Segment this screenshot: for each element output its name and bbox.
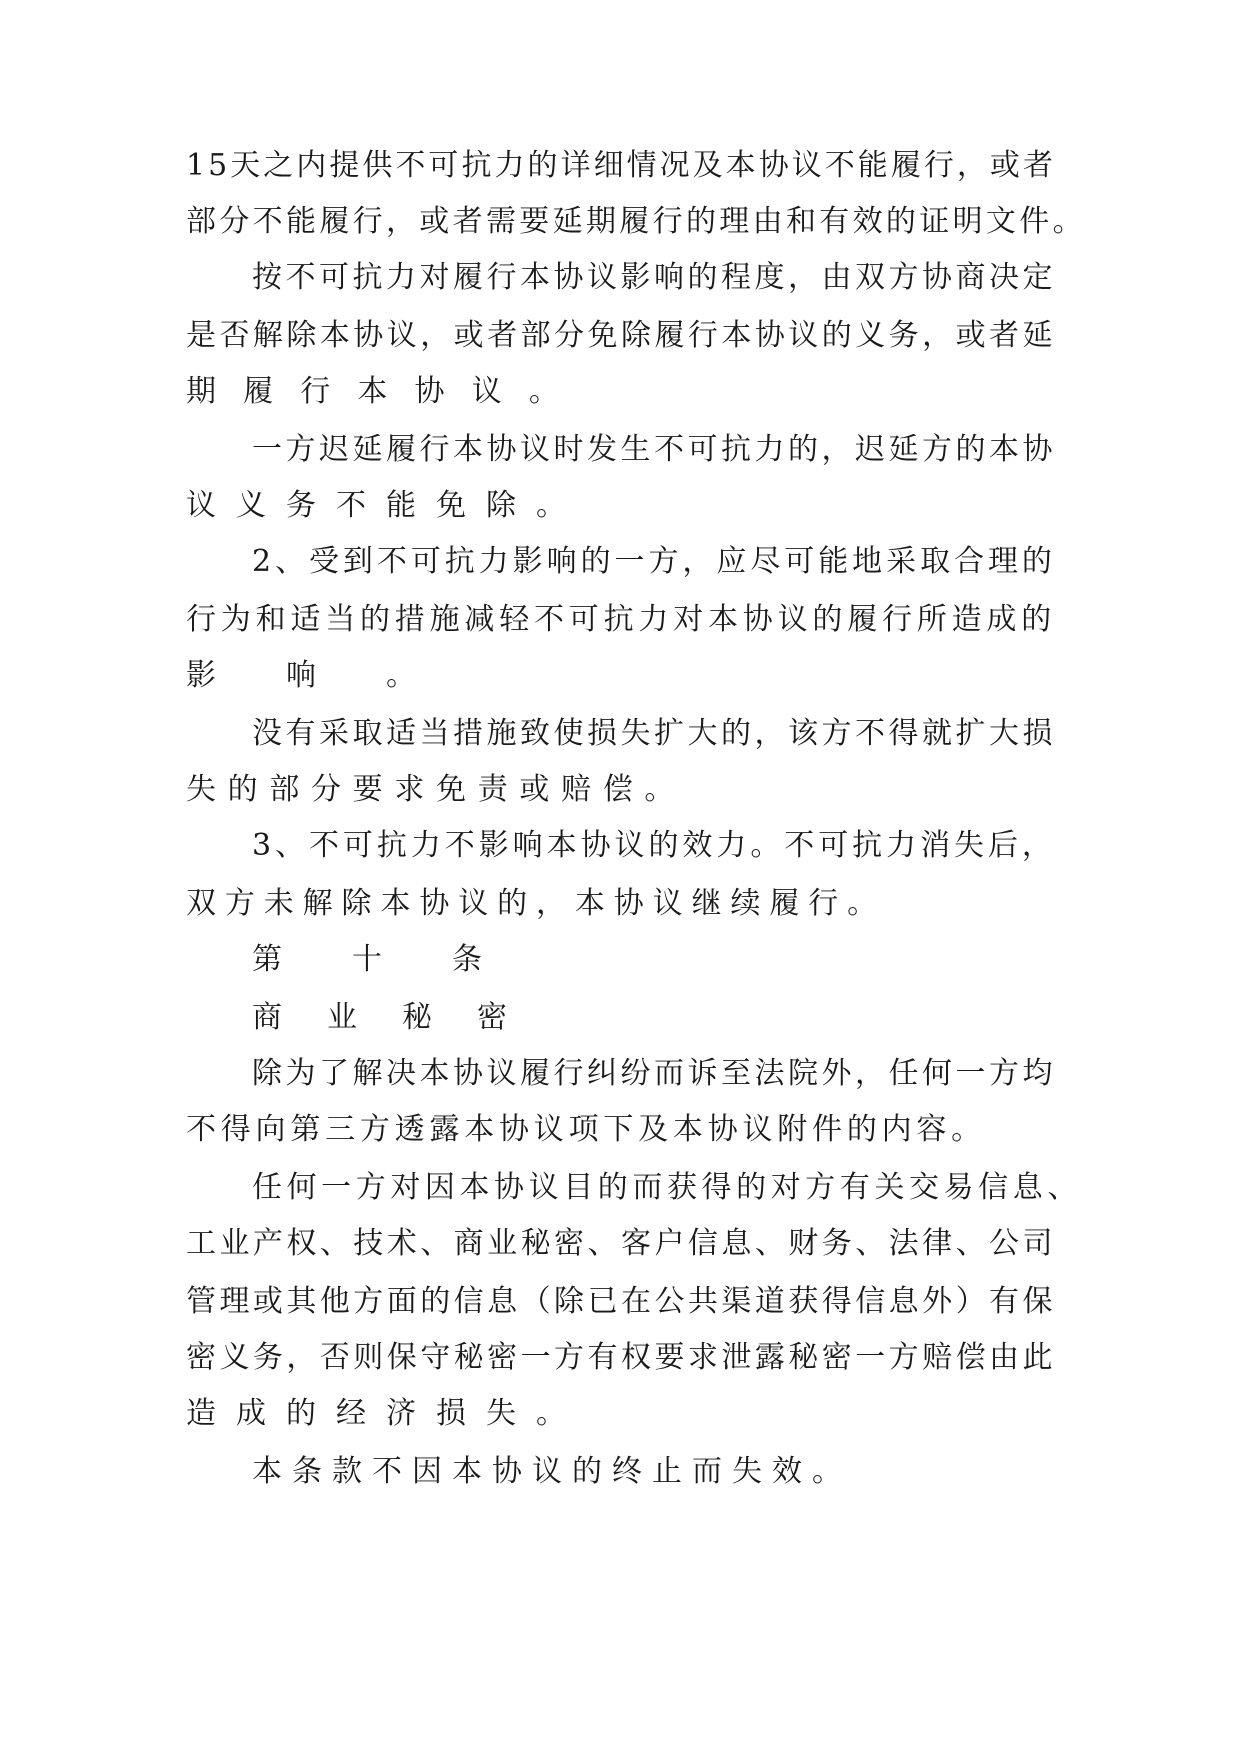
text-line: 失的部分要求免责或赔偿。 [186, 772, 687, 807]
text-line: 是否解除本协议，或者部分免除履行本协议的义务，或者延 [186, 318, 1056, 353]
text-line: 15天之内提供不可抗力的详细情况及本协议不能履行，或者 [186, 148, 1056, 183]
text-line: 不得向第三方透露本协议项下及本协议附件的内容。 [186, 1112, 986, 1147]
text-line: 影响。 [186, 658, 486, 693]
text-line: 造成的经济损失。 [186, 1396, 586, 1431]
text-line: 期履行本协议。 [186, 374, 586, 409]
text-line: 没有采取适当措施致使损失扩大的，该方不得就扩大损 [252, 716, 1056, 751]
text-line: 密义务，否则保守秘密一方有权要求泄露秘密一方赔偿由此 [186, 1340, 1056, 1375]
text-line: 行为和适当的措施减轻不可抗力对本协议的履行所造成的 [186, 602, 1056, 637]
text-line: 任何一方对因本协议目的而获得的对方有关交易信息、 [252, 1170, 1082, 1205]
text-line: 按不可抗力对履行本协议影响的程度，由双方协商决定 [252, 260, 1056, 295]
text-line: 2、受到不可抗力影响的一方，应尽可能地采取合理的 [252, 544, 1056, 579]
text-line: 一方迟延履行本协议时发生不可抗力的，迟延方的本协 [252, 432, 1056, 467]
text-line: 议义务不能免除。 [186, 488, 586, 523]
section-heading: 第十条 [252, 942, 552, 977]
text-line: 双方未解除本协议的，本协议继续履行。 [186, 886, 887, 921]
text-line: 部分不能履行，或者需要延期履行的理由和有效的证明文件。 [186, 204, 1086, 239]
text-line: 管理或其他方面的信息（除已在公共渠道获得信息外）有保 [186, 1284, 1056, 1319]
text-line: 工业产权、技术、商业秘密、客户信息、财务、法律、公司 [186, 1226, 1056, 1261]
text-line: 除为了解决本协议履行纠纷而诉至法院外，任何一方均 [252, 1056, 1056, 1091]
text-line: 本条款不因本协议的终止而失效。 [252, 1454, 852, 1489]
section-title: 商业秘密 [252, 1000, 552, 1035]
text-line: 3、不可抗力不影响本协议的效力。不可抗力消失后， [252, 828, 1056, 863]
